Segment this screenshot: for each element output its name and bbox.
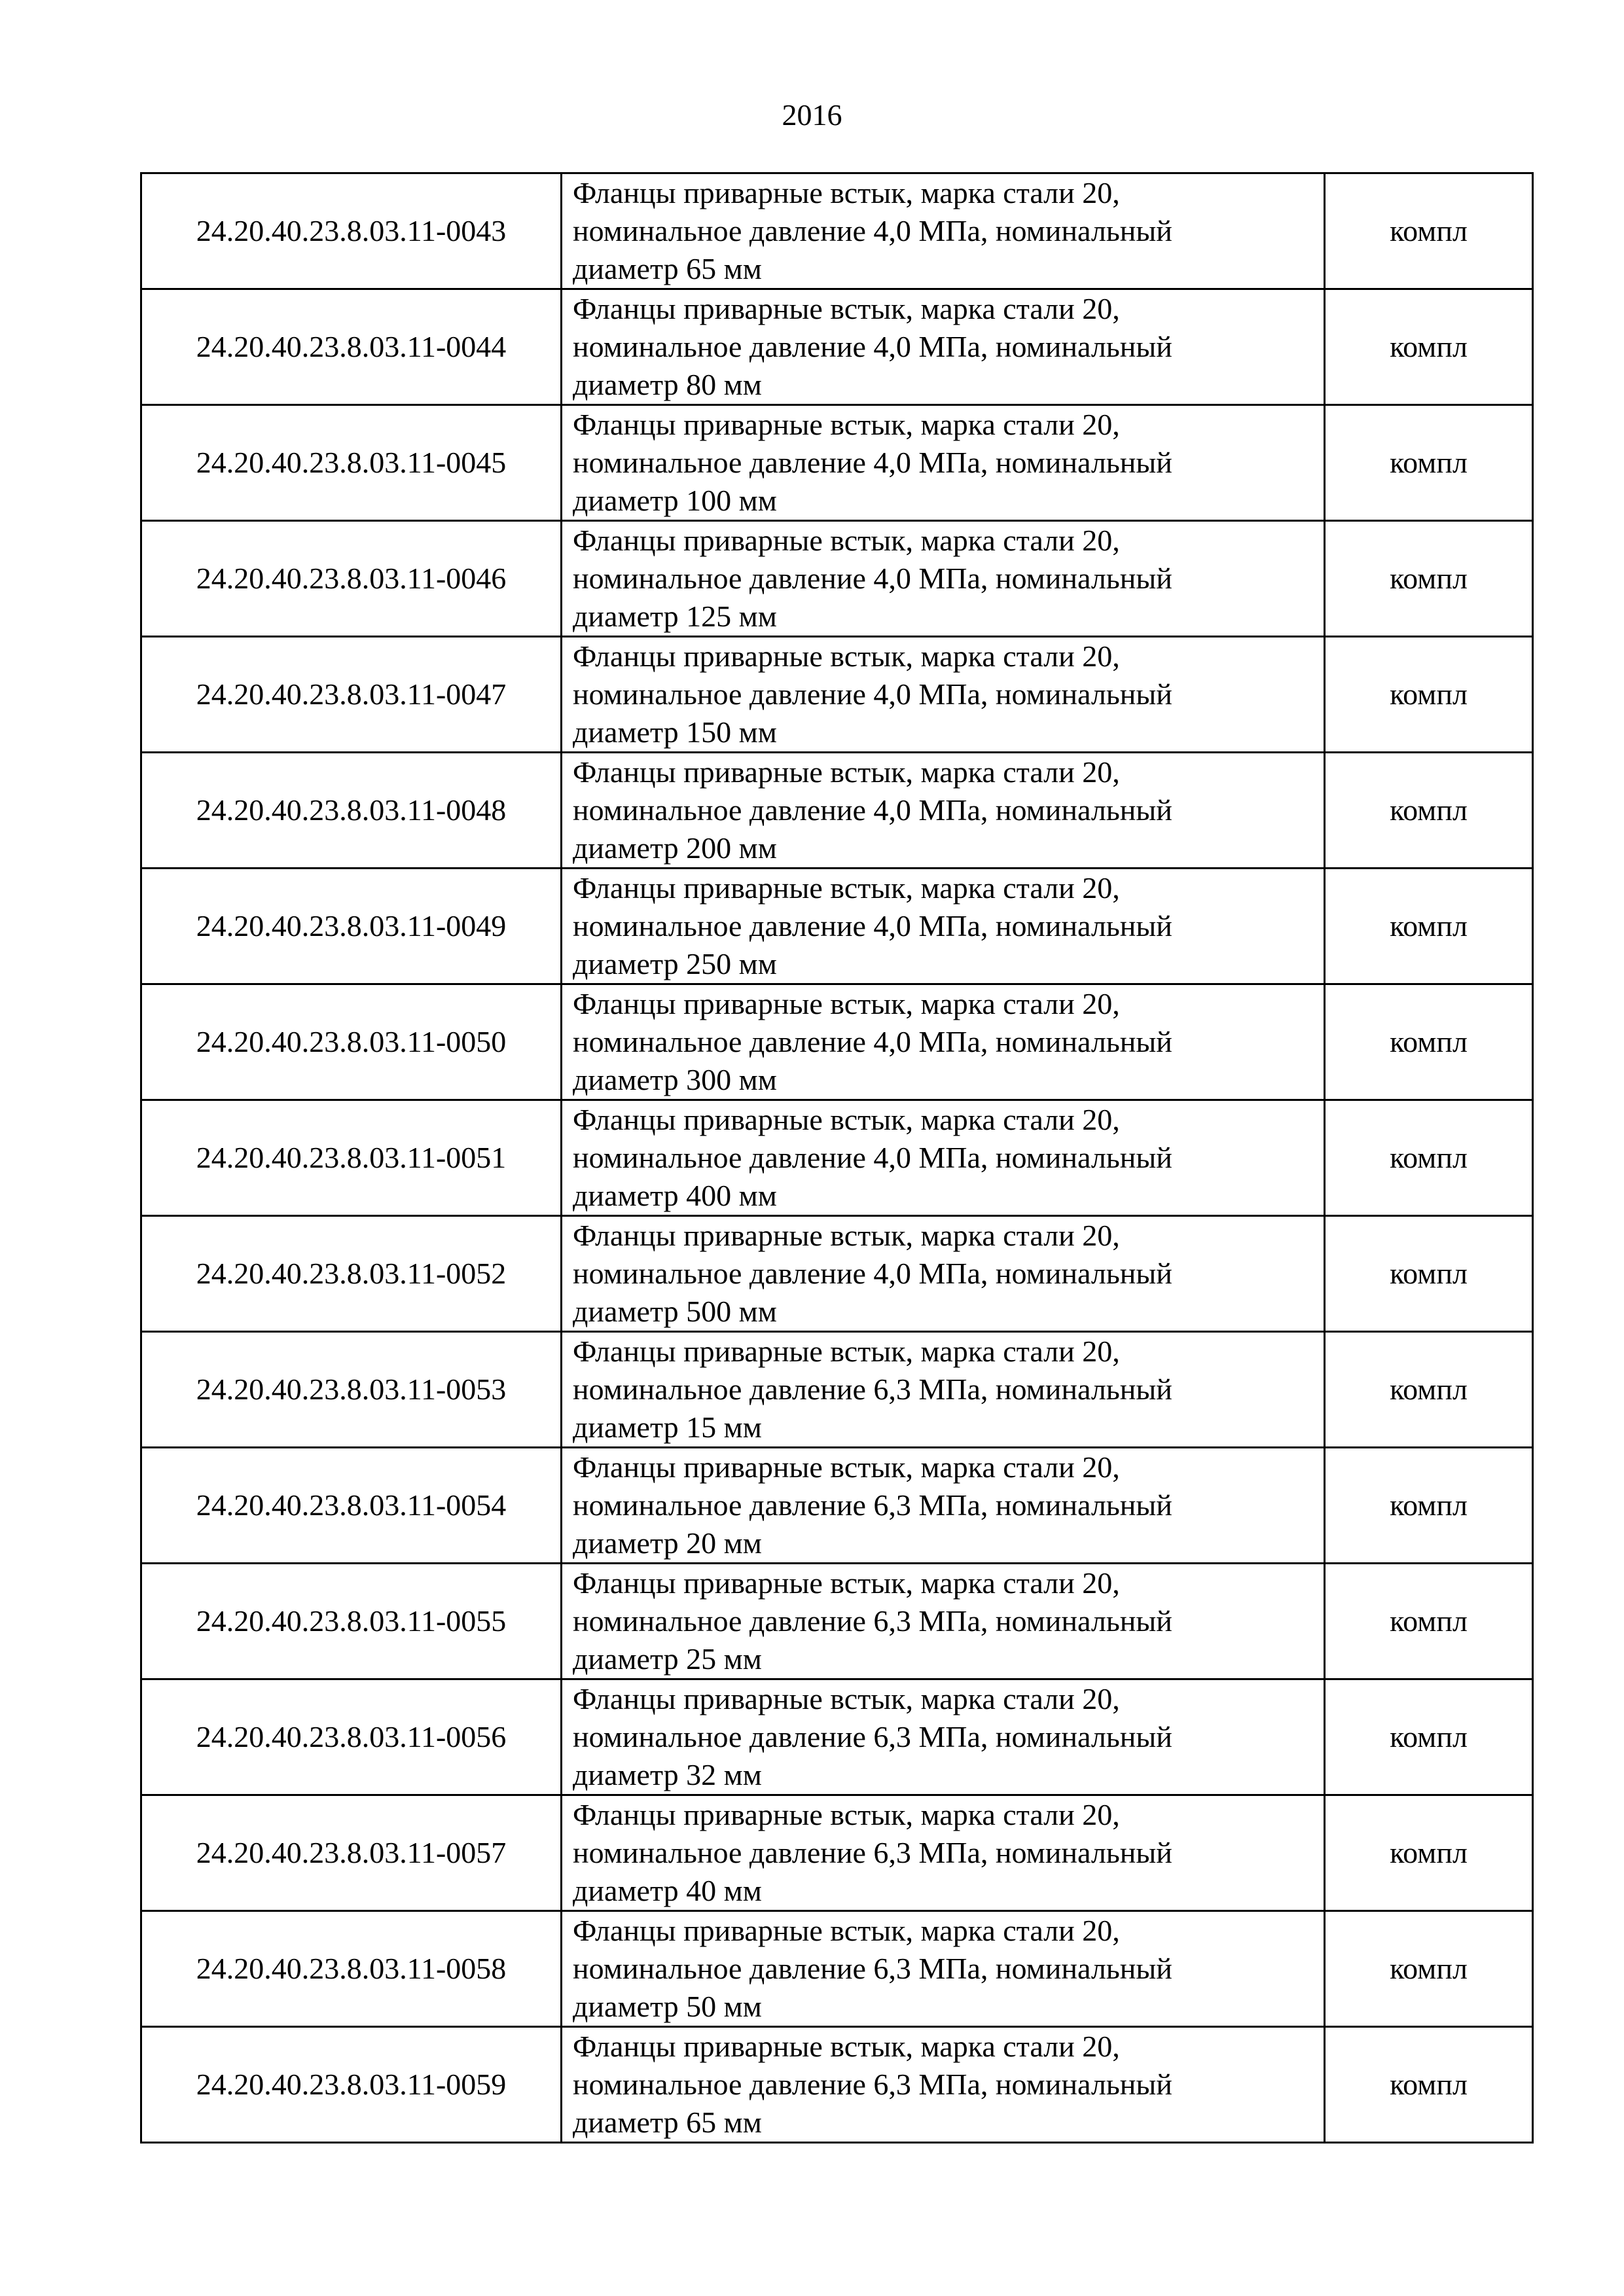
resource-code-cell: 24.20.40.23.8.03.11-0058 bbox=[141, 1911, 562, 2027]
resource-name-line: номинальное давление 4,0 МПа, номинальный bbox=[573, 677, 1172, 711]
resource-name-line: диаметр 500 мм bbox=[573, 1295, 777, 1328]
resource-name-cell bbox=[562, 1216, 1325, 1332]
resource-name-line: Фланцы приварные встык, марка стали 20, bbox=[573, 176, 1120, 209]
resource-name-line: Фланцы приварные встык, марка стали 20, bbox=[573, 524, 1120, 557]
unit-cell: компл bbox=[1325, 1332, 1533, 1448]
resource-name-line: Фланцы приварные встык, марка стали 20, bbox=[573, 1219, 1120, 1252]
unit-cell: компл bbox=[1325, 869, 1533, 984]
table-row bbox=[141, 1911, 1533, 2027]
resource-name-line: номинальное давление 4,0 МПа, номинальный bbox=[573, 1141, 1172, 1174]
unit-cell: компл bbox=[1325, 1564, 1533, 1679]
resource-code-cell: 24.20.40.23.8.03.11-0045 bbox=[141, 405, 562, 521]
table-row bbox=[141, 1332, 1533, 1448]
resource-name-line: номинальное давление 6,3 МПа, номинальный bbox=[573, 1952, 1172, 1985]
table-row bbox=[141, 1448, 1533, 1564]
resource-name-line: Фланцы приварные встык, марка стали 20, bbox=[573, 755, 1120, 789]
resource-code-cell: 24.20.40.23.8.03.11-0046 bbox=[141, 521, 562, 637]
resource-name-cell bbox=[562, 2027, 1325, 2143]
unit-cell: компл bbox=[1325, 1216, 1533, 1332]
resource-name-line: диаметр 200 мм bbox=[573, 831, 777, 865]
resource-name-line: Фланцы приварные встык, марка стали 20, bbox=[573, 408, 1120, 441]
resource-name-line: Фланцы приварные встык, марка стали 20, bbox=[573, 871, 1120, 905]
resource-code-cell: 24.20.40.23.8.03.11-0052 bbox=[141, 1216, 562, 1332]
resource-code-cell: 24.20.40.23.8.03.11-0051 bbox=[141, 1100, 562, 1216]
resource-name-cell bbox=[562, 984, 1325, 1100]
resource-code-cell: 24.20.40.23.8.03.11-0043 bbox=[141, 173, 562, 289]
resource-name-cell bbox=[562, 173, 1325, 289]
resource-name-line: диаметр 300 мм bbox=[573, 1063, 777, 1096]
unit-cell: компл bbox=[1325, 984, 1533, 1100]
unit-cell: компл bbox=[1325, 405, 1533, 521]
resource-name-line: диаметр 15 мм bbox=[573, 1410, 762, 1444]
table-row bbox=[141, 869, 1533, 984]
resource-name-line: диаметр 25 мм bbox=[573, 1642, 762, 1676]
resource-code-cell: 24.20.40.23.8.03.11-0049 bbox=[141, 869, 562, 984]
resource-name-cell bbox=[562, 869, 1325, 984]
resource-code-cell: 24.20.40.23.8.03.11-0048 bbox=[141, 753, 562, 869]
resource-name-line: Фланцы приварные встык, марка стали 20, bbox=[573, 1335, 1120, 1368]
resource-name-line: Фланцы приварные встык, марка стали 20, bbox=[573, 1103, 1120, 1136]
table-row bbox=[141, 1100, 1533, 1216]
resource-code-cell: 24.20.40.23.8.03.11-0044 bbox=[141, 289, 562, 405]
resource-name-line: диаметр 65 мм bbox=[573, 2106, 762, 2139]
resource-name-line: Фланцы приварные встык, марка стали 20, bbox=[573, 2030, 1120, 2063]
resource-name-line: диаметр 400 мм bbox=[573, 1179, 777, 1212]
table-row bbox=[141, 1564, 1533, 1679]
resource-name-cell bbox=[562, 405, 1325, 521]
resource-name-line: диаметр 40 мм bbox=[573, 1874, 762, 1907]
resource-name-line: Фланцы приварные встык, марка стали 20, bbox=[573, 1914, 1120, 1947]
table-body bbox=[141, 173, 1533, 2143]
unit-cell: компл bbox=[1325, 521, 1533, 637]
resource-name-cell bbox=[562, 521, 1325, 637]
resource-name-line: Фланцы приварные встык, марка стали 20, bbox=[573, 987, 1120, 1020]
table-row bbox=[141, 1679, 1533, 1795]
resource-code-cell: 24.20.40.23.8.03.11-0059 bbox=[141, 2027, 562, 2143]
unit-cell: компл bbox=[1325, 637, 1533, 753]
resource-name-line: диаметр 32 мм bbox=[573, 1758, 762, 1791]
resource-name-cell bbox=[562, 1679, 1325, 1795]
resource-name-line: номинальное давление 4,0 МПа, номинальный bbox=[573, 446, 1172, 479]
resource-name-line: Фланцы приварные встык, марка стали 20, bbox=[573, 1566, 1120, 1600]
table-row bbox=[141, 753, 1533, 869]
table-row bbox=[141, 1795, 1533, 1911]
resource-name-line: диаметр 20 мм bbox=[573, 1526, 762, 1560]
table-row bbox=[141, 2027, 1533, 2143]
resource-name-line: диаметр 125 мм bbox=[573, 600, 777, 633]
resource-name-line: Фланцы приварные встык, марка стали 20, bbox=[573, 292, 1120, 325]
resource-name-line: диаметр 50 мм bbox=[573, 1990, 762, 2023]
resource-name-cell bbox=[562, 1448, 1325, 1564]
resource-table bbox=[140, 172, 1534, 2144]
table-row bbox=[141, 984, 1533, 1100]
resource-name-line: номинальное давление 6,3 МПа, номинальный bbox=[573, 1488, 1172, 1522]
unit-cell: компл bbox=[1325, 1911, 1533, 2027]
resource-name-cell bbox=[562, 1911, 1325, 2027]
unit-cell: компл bbox=[1325, 753, 1533, 869]
resource-name-line: Фланцы приварные встык, марка стали 20, bbox=[573, 1798, 1120, 1831]
resource-name-line: Фланцы приварные встык, марка стали 20, bbox=[573, 639, 1120, 673]
resource-name-line: номинальное давление 6,3 МПа, номинальный bbox=[573, 1372, 1172, 1406]
resource-name-line: диаметр 250 мм bbox=[573, 947, 777, 980]
resource-code-cell: 24.20.40.23.8.03.11-0053 bbox=[141, 1332, 562, 1448]
unit-cell: компл bbox=[1325, 2027, 1533, 2143]
resource-name-line: номинальное давление 4,0 МПа, номинальный bbox=[573, 1257, 1172, 1290]
resource-name-line: диаметр 150 мм bbox=[573, 715, 777, 749]
resource-name-line: номинальное давление 6,3 МПа, номинальный bbox=[573, 1836, 1172, 1869]
resource-name-line: диаметр 100 мм bbox=[573, 484, 777, 517]
resource-name-line: Фланцы приварные встык, марка стали 20, bbox=[573, 1682, 1120, 1715]
unit-cell: компл bbox=[1325, 173, 1533, 289]
resource-name-cell bbox=[562, 289, 1325, 405]
table-row bbox=[141, 637, 1533, 753]
resource-code-cell: 24.20.40.23.8.03.11-0055 bbox=[141, 1564, 562, 1679]
unit-cell: компл bbox=[1325, 1448, 1533, 1564]
unit-cell: компл bbox=[1325, 1679, 1533, 1795]
table-row bbox=[141, 289, 1533, 405]
resource-name-line: диаметр 65 мм bbox=[573, 252, 762, 285]
resource-code-cell: 24.20.40.23.8.03.11-0050 bbox=[141, 984, 562, 1100]
resource-name-cell bbox=[562, 1100, 1325, 1216]
resource-code-cell: 24.20.40.23.8.03.11-0056 bbox=[141, 1679, 562, 1795]
table-row bbox=[141, 1216, 1533, 1332]
resource-name-line: номинальное давление 4,0 МПа, номинальный bbox=[573, 1025, 1172, 1058]
resource-name-line: номинальное давление 6,3 МПа, номинальный bbox=[573, 1604, 1172, 1638]
resource-name-line: номинальное давление 4,0 МПа, номинальный bbox=[573, 214, 1172, 247]
resource-code-cell: 24.20.40.23.8.03.11-0047 bbox=[141, 637, 562, 753]
resource-code-cell: 24.20.40.23.8.03.11-0057 bbox=[141, 1795, 562, 1911]
resource-name-line: номинальное давление 4,0 МПа, номинальный bbox=[573, 330, 1172, 363]
resource-name-line: номинальное давление 4,0 МПа, номинальный bbox=[573, 909, 1172, 942]
table-row bbox=[141, 521, 1533, 637]
page-number: 2016 bbox=[782, 98, 842, 132]
resource-name-cell bbox=[562, 1564, 1325, 1679]
resource-name-cell bbox=[562, 1795, 1325, 1911]
resource-name-cell bbox=[562, 1332, 1325, 1448]
table-row bbox=[141, 405, 1533, 521]
table-row bbox=[141, 173, 1533, 289]
resource-name-line: номинальное давление 6,3 МПа, номинальный bbox=[573, 1720, 1172, 1753]
resource-name-line: Фланцы приварные встык, марка стали 20, bbox=[573, 1450, 1120, 1484]
resource-name-line: диаметр 80 мм bbox=[573, 368, 762, 401]
unit-cell: компл bbox=[1325, 289, 1533, 405]
resource-name-cell bbox=[562, 753, 1325, 869]
resource-name-line: номинальное давление 4,0 МПа, номинальный bbox=[573, 793, 1172, 827]
resource-name-line: номинальное давление 6,3 МПа, номинальный bbox=[573, 2068, 1172, 2101]
unit-cell: компл bbox=[1325, 1795, 1533, 1911]
resource-name-line: номинальное давление 4,0 МПа, номинальный bbox=[573, 562, 1172, 595]
unit-cell: компл bbox=[1325, 1100, 1533, 1216]
resource-code-cell: 24.20.40.23.8.03.11-0054 bbox=[141, 1448, 562, 1564]
resource-name-cell bbox=[562, 637, 1325, 753]
